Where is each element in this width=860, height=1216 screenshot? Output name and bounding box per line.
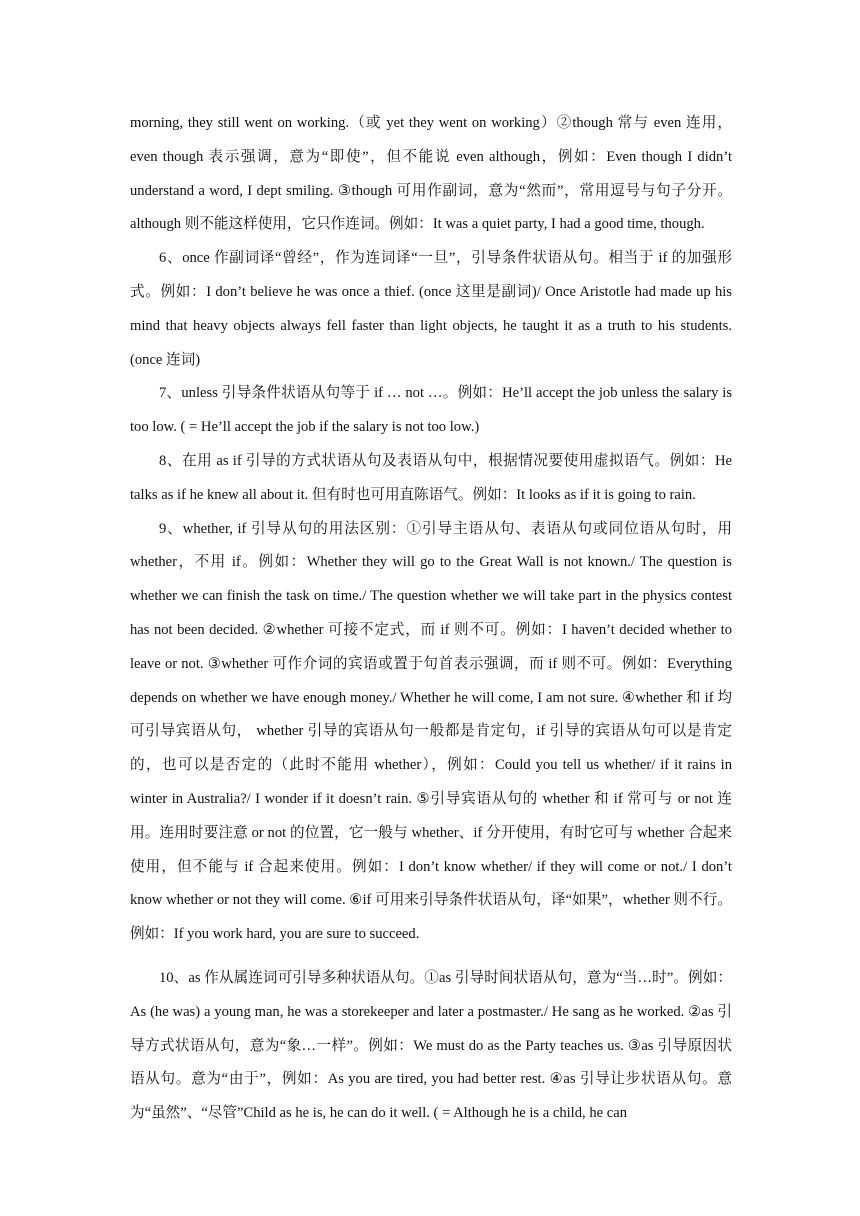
paragraph-10-as: 10、as 作从属连词可引导多种状语从句。①as 引导时间状语从句，意为“当…时”。例如：As (he was) a young man, he was a storekeeper and later a postmaster./ He sang as he worked. ②as 引导方式状语从句，意为“象…一样”。例如：We must do as the Party teaches us. ③as 引导原因状语从句。意为“由于”，例如：As you are tired, you had better rest. ④as 引导让步状语从句。意为“虽然”、“尽管”Child as he is, he can do it well. ( = Although he is a child, he can — [130, 969, 732, 1122]
paragraph-6-once: 6、once 作副词译“曾经”，作为连词译“一旦”，引导条件状语从句。相当于 if 的加强形式。例如：I don’t believe he was once a thief. (once 这里是副词)/ Once Aristotle had made up his mind that heavy objects always fell faster than light objects, he taught it as a truth to his students. (once 连词) — [130, 250, 732, 368]
paragraph-continued: morning, they still went on working.（或 yet they went on working）②though 常与 even 连用，even though 表示强调，意为“即使”，但不能说 even although，例如：Even though I didn’t understand a word, I dept smiling. ③though 可用作副词，意为“然而”，常用逗号与句子分开。although 则不能这样使用，它只作连词。例如：It was a quiet party, I had a good time, though. — [130, 115, 732, 233]
document-body — [130, 107, 732, 1131]
paragraph-8-as-if: 8、在用 as if 引导的方式状语从句及表语从句中，根据情况要使用虚拟语气。例如：He talks as if he knew all about it. 但有时也可用直陈语气。例如：It looks as if it is going to rain. — [130, 452, 732, 503]
paragraph-7-unless: 7、unless 引导条件状语从句等于 if … not …。例如：He’ll accept the job unless the salary is too low. ( = He’ll accept the job if the salary is not too low.) — [130, 385, 732, 436]
paragraph-9-whether-if: 9、whether, if 引导从句的用法区别：①引导主语从句、表语从句或同位语从句时，用 whether，不用 if。例如：Whether they will go to the Great Wall is not known./ The question is whether we can finish the task on time./ The question whether we will take part in the physics contest has not been decided. ②whether 可接不定式，而 if 则不可。例如：I haven’t decided whether to leave or not. ③whether 可作介词的宾语或置于句首表示强调，而 if 则不可。例如：Everything depends on whether we have enough money./ Whether he will come, I am not sure. ④whether 和 if 均可引导宾语从句， whether 引导的宾语从句一般都是肯定句，if 引导的宾语从句可以是肯定的，也可以是否定的（此时不能用 whether），例如：Could you tell us whether/ if it rains in winter in Australia?/ I wonder if it doesn’t rain. ⑤引导宾语从句的 whether 和 if 常可与 or not 连用。连用时要注意 or not 的位置，它一般与 whether、if 分开使用，有时它可与 whether 合起来使用，但不能与 if 合起来使用。例如：I don’t know whether/ if they will come or not./ I don’t know whether or not they will come. ⑥if 可用来引导条件状语从句，译“如果”，whether 则不行。例如：If you work hard, you are sure to succeed. — [130, 520, 732, 943]
